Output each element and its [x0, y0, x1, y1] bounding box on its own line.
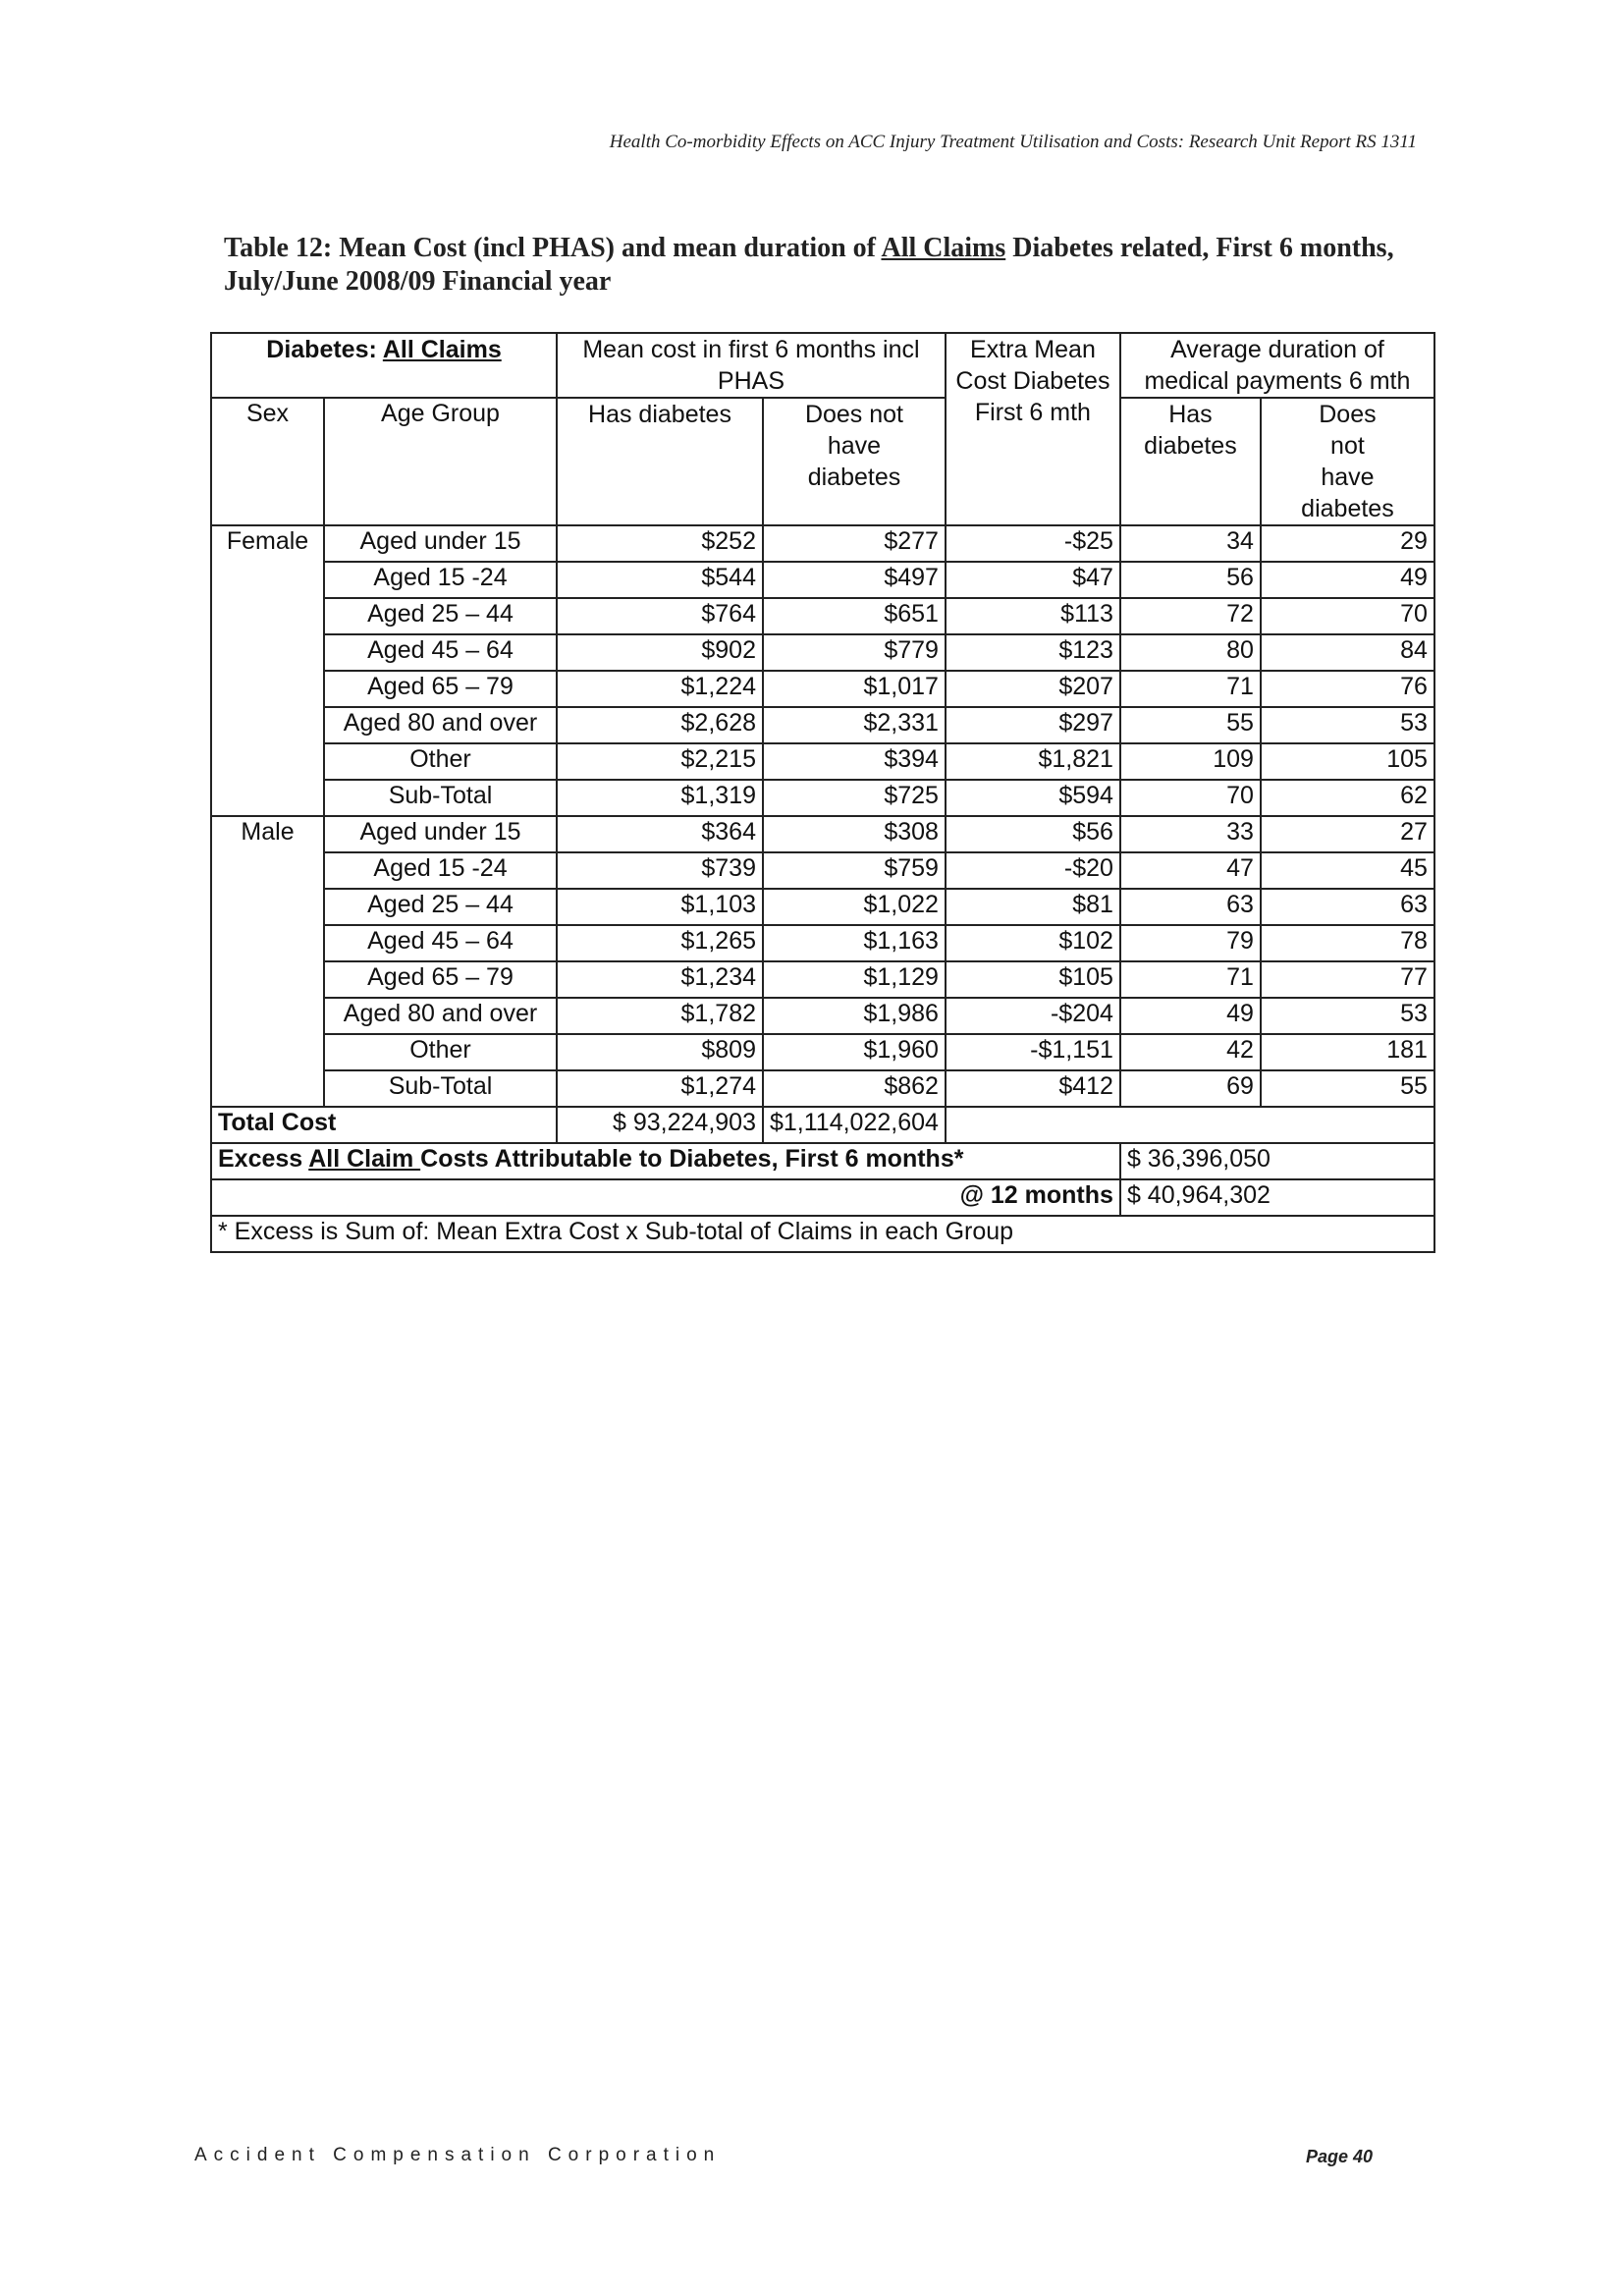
table-row: [211, 562, 1434, 598]
table-row: [211, 743, 1434, 780]
table-row: [211, 780, 1434, 816]
extra-cost-cell: -$25: [946, 525, 1120, 562]
duration-not-cell: 70: [1261, 598, 1434, 634]
duration-has-cell: 79: [1120, 925, 1261, 961]
duration-not-cell: 78: [1261, 925, 1434, 961]
duration-not-cell: 77: [1261, 961, 1434, 998]
duration-has-cell: 42: [1120, 1034, 1261, 1070]
mean-cost-not-cell: $1,163: [763, 925, 946, 961]
total-cost-has: $ 93,224,903: [557, 1107, 763, 1143]
age-group-cell: Sub-Total: [324, 1070, 557, 1107]
duration-not-cell: 63: [1261, 889, 1434, 925]
extra-cost-cell: -$1,151: [946, 1034, 1120, 1070]
duration-has-cell: 55: [1120, 707, 1261, 743]
age-group-cell: Aged 15 -24: [324, 562, 557, 598]
duration-not-cell: 53: [1261, 707, 1434, 743]
mean-cost-not-cell: $651: [763, 598, 946, 634]
title-suffix: Diabetes related, First 6 months, July/June 2008/09 Financial year: [224, 233, 1394, 297]
mean-cost-has-cell: $1,234: [557, 961, 763, 998]
duration-not-cell: 105: [1261, 743, 1434, 780]
duration-not-cell: 181: [1261, 1034, 1434, 1070]
table-row: [211, 634, 1434, 671]
table-row: [211, 852, 1434, 889]
empty-cell: [946, 1107, 1434, 1143]
duration-has-cell: 56: [1120, 562, 1261, 598]
extra-cost-cell: $47: [946, 562, 1120, 598]
page-number: Page 40: [1306, 2147, 1374, 2166]
age-group-cell: Aged 80 and over: [324, 707, 557, 743]
duration-not-cell: 27: [1261, 816, 1434, 852]
running-header: Health Co-morbidity Effects on ACC Injury Treatment Utilisation and Costs: Research Unit Report RS 1311: [609, 132, 1417, 152]
mean-cost-not-cell: $308: [763, 816, 946, 852]
table-row: [211, 1070, 1434, 1107]
mean-cost-not-cell: $862: [763, 1070, 946, 1107]
duration-not-cell: 55: [1261, 1070, 1434, 1107]
title-prefix: Table 12: Mean Cost (incl PHAS) and mean duration of: [224, 233, 882, 263]
duration-has-cell: 109: [1120, 743, 1261, 780]
age-group-header: Age Group: [324, 398, 557, 525]
table-row: [211, 925, 1434, 961]
table-title: [224, 232, 1451, 299]
extra-cost-header: Extra Mean Cost Diabetes First 6 mth: [946, 333, 1120, 525]
duration-not-cell: 62: [1261, 780, 1434, 816]
duration-has-header: Has diabetes: [1120, 398, 1261, 525]
sex-cell: Male: [211, 816, 324, 1107]
table-row: [211, 525, 1434, 562]
duration-not-cell: 53: [1261, 998, 1434, 1034]
mean-cost-has-cell: $764: [557, 598, 763, 634]
no-diabetes-header: Does not have diabetes: [763, 398, 946, 525]
mean-cost-not-cell: $759: [763, 852, 946, 889]
age-group-cell: Aged 65 – 79: [324, 961, 557, 998]
has-diabetes-header: Has diabetes: [557, 398, 763, 525]
duration-has-cell: 69: [1120, 1070, 1261, 1107]
duration-not-cell: 76: [1261, 671, 1434, 707]
mean-cost-not-cell: $725: [763, 780, 946, 816]
age-group-cell: Aged 45 – 64: [324, 634, 557, 671]
excess-12-month-label: @ 12 months: [211, 1179, 1120, 1216]
sex-header: Sex: [211, 398, 324, 525]
duration-has-cell: 47: [1120, 852, 1261, 889]
age-group-cell: Aged 80 and over: [324, 998, 557, 1034]
duration-header: Average duration of medical payments 6 mth: [1120, 333, 1434, 398]
age-group-cell: Aged 25 – 44: [324, 889, 557, 925]
age-group-cell: Aged 15 -24: [324, 852, 557, 889]
table-row: [211, 671, 1434, 707]
duration-has-cell: 34: [1120, 525, 1261, 562]
mean-cost-has-cell: $2,628: [557, 707, 763, 743]
duration-not-cell: 29: [1261, 525, 1434, 562]
mean-cost-has-cell: $2,215: [557, 743, 763, 780]
table-row: [211, 998, 1434, 1034]
mean-cost-not-cell: $497: [763, 562, 946, 598]
mean-cost-has-cell: $364: [557, 816, 763, 852]
table-row: [211, 1034, 1434, 1070]
mean-cost-not-cell: $1,986: [763, 998, 946, 1034]
extra-cost-cell: $123: [946, 634, 1120, 671]
mean-cost-not-cell: $1,129: [763, 961, 946, 998]
mean-cost-has-cell: $1,782: [557, 998, 763, 1034]
table-row: [211, 961, 1434, 998]
extra-cost-cell: $56: [946, 816, 1120, 852]
mean-cost-has-cell: $252: [557, 525, 763, 562]
age-group-cell: Aged 25 – 44: [324, 598, 557, 634]
extra-cost-cell: $105: [946, 961, 1120, 998]
mean-cost-not-cell: $394: [763, 743, 946, 780]
footer-org: Accident Compensation Corporation: [194, 2145, 722, 2165]
mean-cost-not-cell: $277: [763, 525, 946, 562]
total-cost-not: $1,114,022,604: [763, 1107, 946, 1143]
mean-cost-not-cell: $1,017: [763, 671, 946, 707]
table-row: [211, 707, 1434, 743]
sex-cell: Female: [211, 525, 324, 816]
age-group-cell: Aged 65 – 79: [324, 671, 557, 707]
excess-6-month-value: $ 36,396,050: [1120, 1143, 1434, 1179]
age-group-cell: Other: [324, 1034, 557, 1070]
excess-12-month-value: $ 40,964,302: [1120, 1179, 1434, 1216]
total-cost-label: Total Cost: [211, 1107, 557, 1143]
mean-cost-has-cell: $809: [557, 1034, 763, 1070]
extra-cost-cell: -$20: [946, 852, 1120, 889]
mean-cost-has-cell: $1,224: [557, 671, 763, 707]
duration-has-cell: 70: [1120, 780, 1261, 816]
duration-has-cell: 49: [1120, 998, 1261, 1034]
diabetes-cost-table: [210, 332, 1435, 1253]
table-row: [211, 816, 1434, 852]
extra-cost-cell: $102: [946, 925, 1120, 961]
duration-has-cell: 33: [1120, 816, 1261, 852]
extra-cost-cell: $113: [946, 598, 1120, 634]
duration-not-cell: 84: [1261, 634, 1434, 671]
age-group-cell: Sub-Total: [324, 780, 557, 816]
extra-cost-cell: $412: [946, 1070, 1120, 1107]
age-group-cell: Other: [324, 743, 557, 780]
mean-cost-has-cell: $1,274: [557, 1070, 763, 1107]
duration-has-cell: 72: [1120, 598, 1261, 634]
mean-cost-has-cell: $739: [557, 852, 763, 889]
age-group-cell: Aged under 15: [324, 816, 557, 852]
duration-not-cell: 49: [1261, 562, 1434, 598]
duration-has-cell: 80: [1120, 634, 1261, 671]
duration-has-cell: 71: [1120, 671, 1261, 707]
table-row: [211, 598, 1434, 634]
footnote: * Excess is Sum of: Mean Extra Cost x Sub-total of Claims in each Group: [211, 1216, 1434, 1252]
mean-cost-has-cell: $544: [557, 562, 763, 598]
duration-has-cell: 71: [1120, 961, 1261, 998]
age-group-cell: Aged under 15: [324, 525, 557, 562]
extra-cost-cell: $207: [946, 671, 1120, 707]
mean-cost-not-cell: $1,022: [763, 889, 946, 925]
mean-cost-has-cell: $902: [557, 634, 763, 671]
mean-cost-not-cell: $1,960: [763, 1034, 946, 1070]
mean-cost-has-cell: $1,319: [557, 780, 763, 816]
title-underlined: All Claims: [881, 233, 1006, 263]
extra-cost-cell: $297: [946, 707, 1120, 743]
mean-cost-not-cell: $779: [763, 634, 946, 671]
mean-cost-has-cell: $1,103: [557, 889, 763, 925]
table-row: [211, 889, 1434, 925]
excess-label: Excess All Claim Costs Attributable to Diabetes, First 6 months*: [211, 1143, 1120, 1179]
mean-cost-not-cell: $2,331: [763, 707, 946, 743]
extra-cost-cell: $1,821: [946, 743, 1120, 780]
duration-not-cell: 45: [1261, 852, 1434, 889]
mean-cost-header: Mean cost in first 6 months incl PHAS: [557, 333, 946, 398]
group-label: Diabetes: All Claims: [211, 333, 557, 398]
extra-cost-cell: -$204: [946, 998, 1120, 1034]
extra-cost-cell: $81: [946, 889, 1120, 925]
extra-cost-cell: $594: [946, 780, 1120, 816]
age-group-cell: Aged 45 – 64: [324, 925, 557, 961]
duration-has-cell: 63: [1120, 889, 1261, 925]
duration-not-header: Does not have diabetes: [1261, 398, 1434, 525]
mean-cost-has-cell: $1,265: [557, 925, 763, 961]
